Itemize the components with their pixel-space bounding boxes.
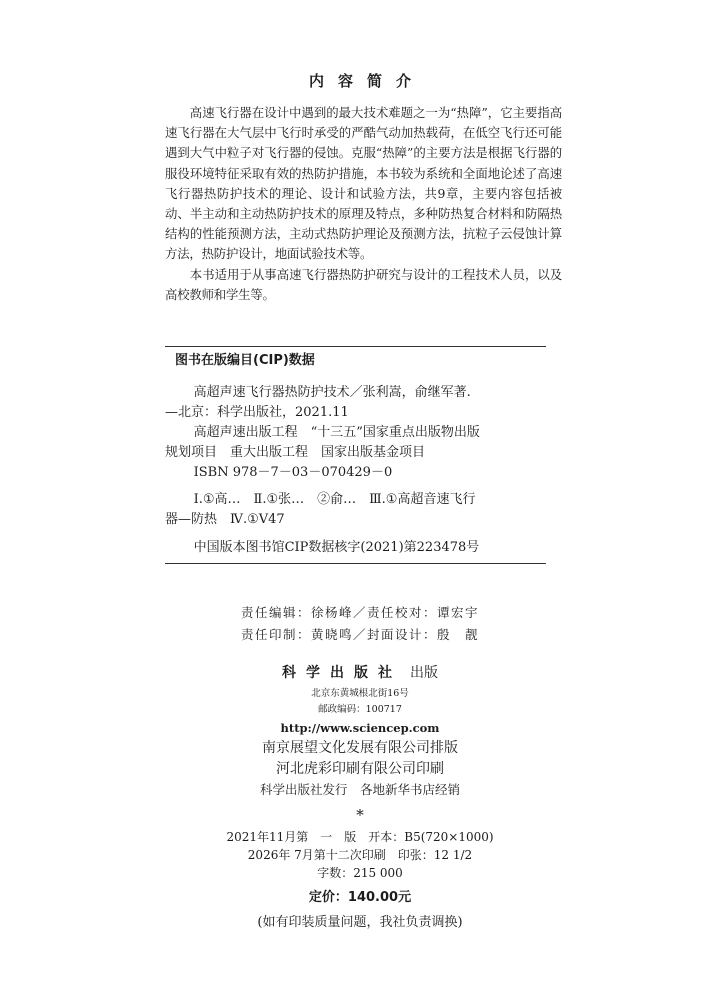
cip-classification-line: 器—防热 Ⅳ.①V47 (165, 512, 285, 527)
cip-heading: 图书在版编目(CIP)数据 (175, 353, 315, 368)
cip-approval-number: 中国版本图书馆CIP数据核字(2021)第223478号 (193, 540, 480, 555)
separator-star: * (356, 806, 364, 824)
cip-entry-line: 高超声速出版工程 “十三五”国家重点出版物出版 (193, 425, 480, 440)
cip-block (165, 352, 546, 558)
publisher-logotype: 科学出版社 (282, 665, 402, 681)
editor-line: 责任印制：黄晓鸣／封面设计：殷 靓 (240, 627, 479, 642)
publisher-postcode: 邮政编码：100717 (318, 704, 402, 715)
cip-entry-line: 高超声速飞行器热防护技术／张利嵩，俞继军著. (193, 385, 471, 400)
cip-entry-line: 规划项目 重大出版工程 国家出版基金项目 (165, 445, 426, 460)
summary-title: 内容简介 (308, 72, 425, 90)
impression-line: 2026年 7月第十二次印刷 印张：12 1/2 (247, 848, 473, 862)
publisher-address: 北京东黄城根北街16号 (311, 688, 409, 699)
cip-bottom-rule (165, 563, 546, 564)
publisher-url: http://www.sciencep.com (280, 721, 440, 735)
editor-line: 责任编辑：徐杨峰／责任校对：谭宏宇 (240, 605, 479, 620)
cip-isbn: ISBN 978－7－03－070429－0 (193, 465, 393, 480)
publisher-name-row (0, 660, 720, 686)
word-count: 字数：215 000 (317, 866, 403, 880)
price: 定价：140.00元 (308, 890, 412, 905)
editor-credits (0, 602, 720, 646)
summary-paragraph: 本书适用于从事高速飞行器热防护研究与设计的工程技术人员，以及高校教师和学生等。 (165, 266, 562, 302)
printing-info (0, 828, 720, 933)
cip-classification-line: Ⅰ.①高… Ⅱ.①张… ②俞… Ⅲ.①高超音速飞行 (193, 492, 476, 507)
printer: 河北虎彩印刷有限公司印刷 (276, 761, 444, 777)
publisher-info (0, 660, 720, 828)
distribution: 科学出版社发行 各地新华书店经销 (259, 782, 460, 797)
cip-entry-line: —北京：科学出版社，2021.11 (165, 405, 349, 420)
quality-note: (如有印装质量问题，我社负责调换) (257, 915, 463, 930)
edition-line: 2021年11月第 一 版 开本：B5(720×1000) (226, 830, 494, 844)
publish-word: 出版 (410, 665, 438, 681)
cip-top-rule (165, 346, 546, 347)
typesetter: 南京展望文化发展有限公司排版 (262, 740, 458, 756)
summary-body (165, 103, 562, 305)
summary-paragraph: 高速飞行器在设计中遇到的最大技术难题之一为“热障”，它主要指高速飞行器在大气层中飞行时承受的严酷气动加热载荷，在低空飞行还可能遇到大气中粒子对飞行器的侵蚀。克服“热障”的主要方法是根据飞行器的服役环境特征采取有效的热防护措施，本书较为系统和全面地论述了高速飞行器热防护技术的理论、设计和试验方法，共9章，主要内容包括被动、半主动和主动热防护技术的原理及特点，多种防热复合材料和防隔热结构的性能预测方法，主动式热防护理论及预测方法，抗粒子云侵蚀计算方法，热防护设计，地面试验技术等。 (165, 105, 562, 262)
